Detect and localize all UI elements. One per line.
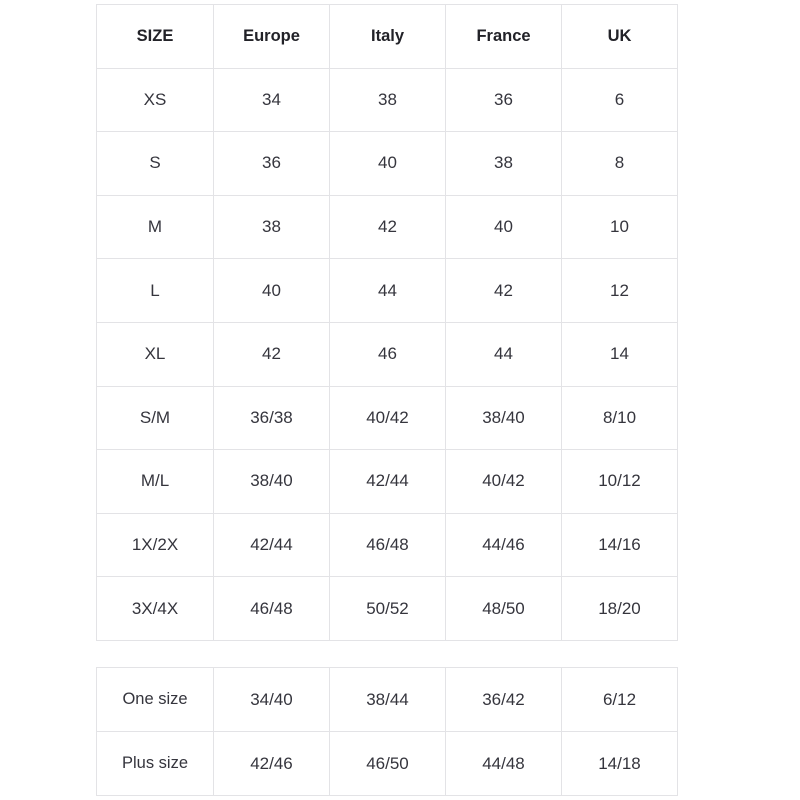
table-row — [97, 386, 678, 450]
column-header-uk: UK — [562, 5, 678, 69]
cell-uk: 8 — [562, 132, 678, 196]
cell-italy: 40/42 — [330, 386, 446, 450]
cell-uk: 6/12 — [562, 668, 678, 732]
row-label: 3X/4X — [97, 577, 214, 641]
column-header-size: SIZE — [97, 5, 214, 69]
column-header-france: France — [446, 5, 562, 69]
cell-france: 36/42 — [446, 668, 562, 732]
cell-europe: 38/40 — [214, 450, 330, 514]
row-label: M — [97, 195, 214, 259]
cell-france: 44/46 — [446, 513, 562, 577]
column-header-italy: Italy — [330, 5, 446, 69]
cell-italy: 46 — [330, 322, 446, 386]
table-row — [97, 450, 678, 514]
cell-france: 40 — [446, 195, 562, 259]
cell-italy: 38 — [330, 68, 446, 132]
row-label: XS — [97, 68, 214, 132]
row-label: S — [97, 132, 214, 196]
table-row — [97, 322, 678, 386]
cell-italy: 40 — [330, 132, 446, 196]
cell-france: 40/42 — [446, 450, 562, 514]
cell-france: 42 — [446, 259, 562, 323]
column-header-europe: Europe — [214, 5, 330, 69]
size-conversion-table — [96, 4, 678, 641]
cell-uk: 6 — [562, 68, 678, 132]
table-row — [97, 577, 678, 641]
cell-uk: 18/20 — [562, 577, 678, 641]
table-header-row — [97, 5, 678, 69]
cell-italy: 38/44 — [330, 668, 446, 732]
table-row — [97, 668, 678, 732]
table-row — [97, 132, 678, 196]
cell-europe: 36 — [214, 132, 330, 196]
cell-france: 44 — [446, 322, 562, 386]
cell-europe: 36/38 — [214, 386, 330, 450]
cell-europe: 42 — [214, 322, 330, 386]
cell-europe: 46/48 — [214, 577, 330, 641]
cell-france: 48/50 — [446, 577, 562, 641]
one-size-conversion-table — [96, 667, 678, 796]
cell-uk: 8/10 — [562, 386, 678, 450]
cell-europe: 42/46 — [214, 732, 330, 796]
cell-uk: 10/12 — [562, 450, 678, 514]
table-row — [97, 513, 678, 577]
table-row — [97, 68, 678, 132]
table-row — [97, 195, 678, 259]
cell-italy: 46/48 — [330, 513, 446, 577]
cell-uk: 14/18 — [562, 732, 678, 796]
row-label: S/M — [97, 386, 214, 450]
cell-italy: 46/50 — [330, 732, 446, 796]
cell-europe: 42/44 — [214, 513, 330, 577]
cell-europe: 34/40 — [214, 668, 330, 732]
cell-italy: 50/52 — [330, 577, 446, 641]
cell-france: 36 — [446, 68, 562, 132]
cell-uk: 10 — [562, 195, 678, 259]
cell-europe: 40 — [214, 259, 330, 323]
cell-europe: 34 — [214, 68, 330, 132]
cell-italy: 42 — [330, 195, 446, 259]
row-label: 1X/2X — [97, 513, 214, 577]
cell-france: 38 — [446, 132, 562, 196]
row-label: Plus size — [97, 732, 214, 796]
cell-france: 38/40 — [446, 386, 562, 450]
cell-uk: 14/16 — [562, 513, 678, 577]
row-label: XL — [97, 322, 214, 386]
cell-italy: 42/44 — [330, 450, 446, 514]
cell-uk: 12 — [562, 259, 678, 323]
cell-france: 44/48 — [446, 732, 562, 796]
table-row — [97, 732, 678, 796]
row-label: M/L — [97, 450, 214, 514]
row-label: One size — [97, 668, 214, 732]
cell-italy: 44 — [330, 259, 446, 323]
row-label: L — [97, 259, 214, 323]
table-row — [97, 259, 678, 323]
cell-uk: 14 — [562, 322, 678, 386]
cell-europe: 38 — [214, 195, 330, 259]
